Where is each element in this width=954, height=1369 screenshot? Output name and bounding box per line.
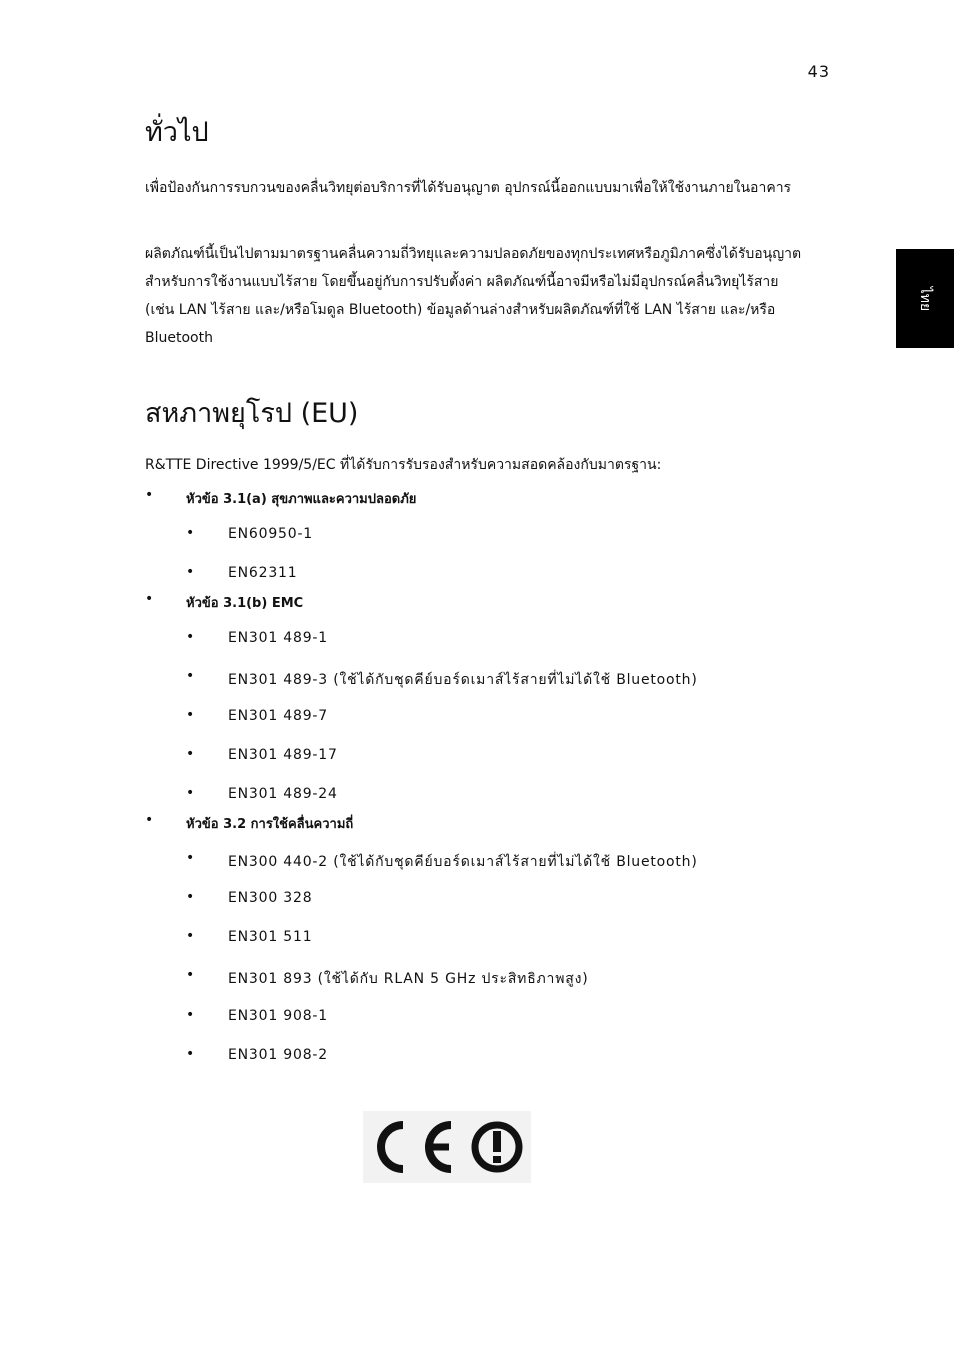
standard-code: EN301 489-7 — [228, 708, 328, 724]
bullet-dot: • — [186, 1046, 195, 1062]
group-label: หัวข้อ 3.1(b) EMC — [186, 596, 304, 611]
standard-code: EN301 511 — [228, 929, 313, 945]
section-title-general: ทั่วไป — [145, 117, 209, 148]
standard-code: EN62311 — [228, 565, 298, 581]
standard-code: EN300 328 — [228, 890, 313, 906]
bullet-dot: • — [145, 487, 154, 503]
general-paragraph-1: เพื่อป้องกันการรบกวนของคลื่นวิทยุต่อบริการที่ได้รับอนุญาต อุปกรณ์นี้ออกแบบมาเพื่อให้ใช้งานภายในอาคาร — [145, 180, 792, 196]
standard-code: EN301 908-2 — [228, 1047, 328, 1063]
bullet-dot: • — [186, 928, 195, 944]
bullet-dot: • — [186, 785, 195, 801]
bullet-dot: • — [145, 591, 154, 607]
section-title-eu: สหภาพยุโรป (EU) — [145, 398, 359, 429]
group-label: หัวข้อ 3.2 การใช้คลื่นความถี่ — [186, 817, 354, 832]
standard-code: EN60950-1 — [228, 526, 314, 542]
standard-code: EN301 489-24 — [228, 786, 338, 802]
bullet-dot: • — [186, 889, 195, 905]
bullet-dot: • — [186, 668, 195, 684]
bullet-dot: • — [186, 525, 195, 541]
language-tab — [896, 249, 954, 348]
bullet-dot: • — [186, 1007, 195, 1023]
eu-intro: R&TTE Directive 1999/5/EC ที่ได้รับการรับรองสำหรับความสอดคล้องกับมาตรฐาน: — [145, 457, 662, 473]
standard-code: EN301 893 (ใช้ได้กับ RLAN 5 GHz ประสิทธิภาพสูง) — [228, 971, 589, 987]
ce-alert-mark-icon — [363, 1111, 531, 1183]
bullet-dot: • — [186, 967, 195, 983]
standard-code: EN301 489-17 — [228, 747, 338, 763]
standard-code: EN301 489-3 (ใช้ได้กับชุดคีย์บอร์ดเมาส์ไร้สายที่ไม่ได้ใช้ Bluetooth) — [228, 672, 698, 688]
page-number: 43 — [807, 62, 830, 81]
bullet-dot: • — [186, 564, 195, 580]
bullet-dot: • — [145, 812, 154, 828]
standard-code: EN301 489-1 — [228, 630, 328, 646]
bullet-dot: • — [186, 850, 195, 866]
language-tab-label: ไทย — [916, 286, 933, 311]
bullet-dot: • — [186, 707, 195, 723]
general-paragraph-2: ผลิตภัณฑ์นี้เป็นไปตามมาตรฐานคลื่นความถี่วิทยุและความปลอดภัยของทุกประเทศหรือภูมิภาคซึ่งได้รับอนุญาตสำหรับการใช้งานแบบไร้สาย โดยขึ้นอยู่กับการปรับตั้งค่า ผลิตภัณฑ์นี้อาจมีหรือไม่มีอุปกรณ์คลื่นวิทยุไร้สาย (เช่น LAN ไร้สาย และ/หรือโมดูล Bluetooth) ข้อมูลด้านล่างสำหรับผลิตภัณฑ์ที่ใช้ LAN ไร้สาย และ/หรือ Bluetooth — [145, 246, 802, 346]
standard-code: EN301 908-1 — [228, 1008, 328, 1024]
group-label: หัวข้อ 3.1(a) สุขภาพและความปลอดภัย — [186, 492, 417, 507]
bullet-dot: • — [186, 746, 195, 762]
bullet-dot: • — [186, 629, 195, 645]
standard-code: EN300 440-2 (ใช้ได้กับชุดคีย์บอร์ดเมาส์ไร้สายที่ไม่ได้ใช้ Bluetooth) — [228, 854, 698, 870]
